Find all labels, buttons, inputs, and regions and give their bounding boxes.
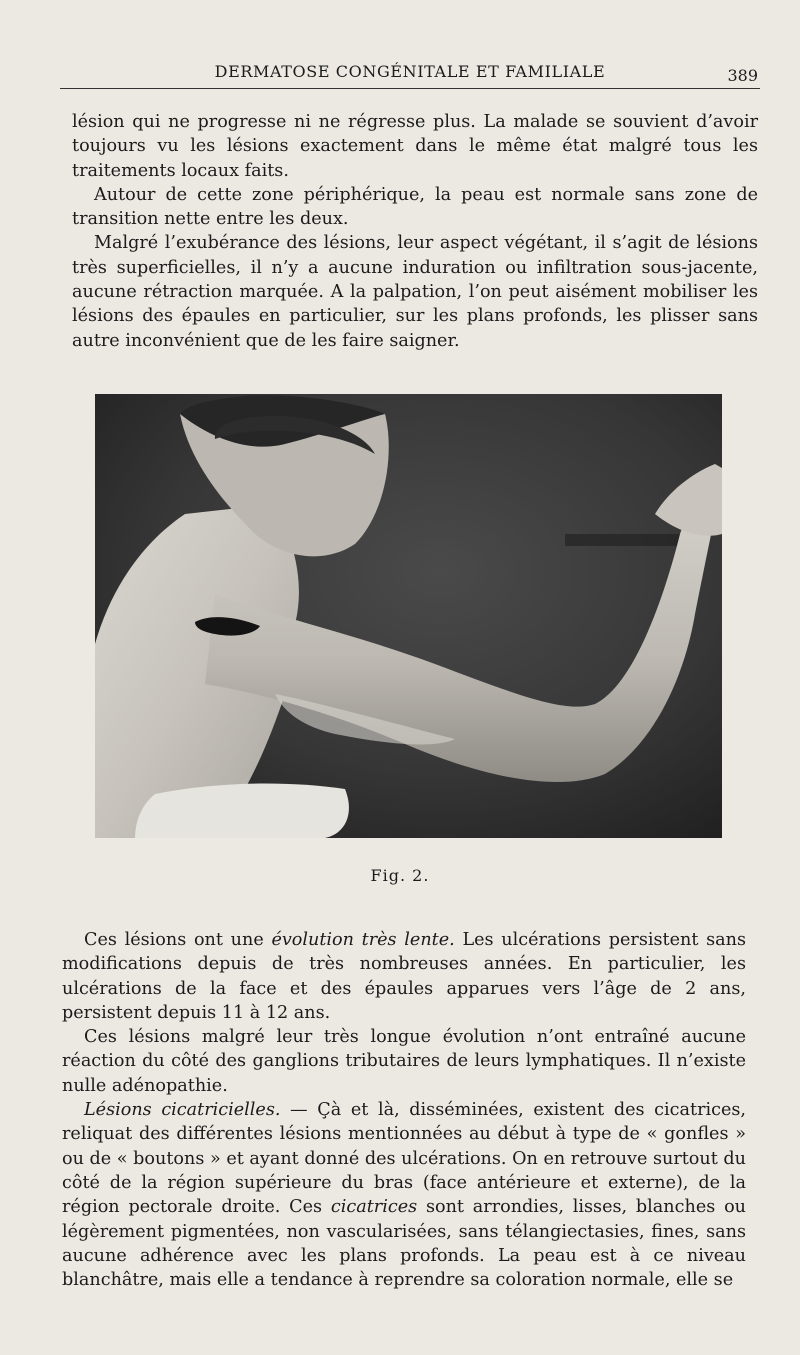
cicatricial-text-1: — Çà et là, disséminées, existent des cicatrices, reliquat des différentes lésions mentionnées au début à type de « gonfles » ou de « boutons » et ayant donné des ulcérations. On en retrouve surtout du côté de la région supérieure du bras (face antérieure et externe), de la région pectorale droite. Ces (62, 1100, 746, 1218)
figure-caption: Fig. 2. (370, 866, 430, 885)
text-block-bottom (62, 928, 746, 1292)
running-head (60, 58, 760, 89)
evolution-text-before: Ces lésions ont une (84, 930, 272, 950)
figure-photograph (95, 394, 722, 838)
paragraph-continued: lésion qui ne progresse ni ne régresse plus. La malade se souvient d’avoir toujours vu les lésions exactement dans le même état malgré tous les traitements locaux faits. (72, 112, 758, 181)
evolution-text-after: Les ulcérations persistent sans modifications depuis de très nombreuses années. En particulier, les ulcérations de la face et des épaules apparues vers l’âge de 2 ans, persistent depuis 11 à 12 ans. (62, 930, 746, 1023)
cicatrices-emphasis: cicatrices (330, 1197, 418, 1218)
patient-arm-photo (95, 394, 722, 838)
paragraph-ganglions: Ces lésions malgré leur très longue évolution n’ont entraîné aucune réaction du côté des ganglions tributaires de leurs lymphatiques. Il n’existe nulle adénopathie. (62, 1027, 746, 1096)
paragraph-cicatricial-lesions (62, 1098, 746, 1292)
text-block-top (72, 110, 758, 353)
evolution-emphasis: évolution très lente. (271, 930, 455, 950)
page-number: 389 (727, 66, 758, 85)
cicatricial-heading: Lésions cicatricielles. (84, 1100, 281, 1121)
paragraph-peripheral-zone: Autour de cette zone périphérique, la peau est normale sans zone de transition nette entre les deux. (72, 184, 758, 230)
paragraph-superficial-lesions: Malgré l’exubérance des lésions, leur aspect végétant, il s’agit de lésions très superficielles, il n’y a aucune induration ou infiltration sous-jacente, aucune rétraction marquée. A la palpation, l’on peut aisément mobiliser les lésions des épaules en particulier, sur les plans profonds, les plisser sans autre inconvénient que de les faire saigner. (72, 233, 758, 351)
paragraph-evolution (62, 928, 746, 1025)
cicatricial-text-2: sont arrondies, lisses, blanches ou légèrement pigmentées, non vascularisées, sans télangiectasies, fines, sans aucune adhérence avec les plans profonds. La peau est à ce niveau blanchâtre, mais elle a tendance à reprendre sa coloration normale, elle se (62, 1197, 746, 1291)
running-title: DERMATOSE CONGÉNITALE ET FAMILIALE (214, 62, 606, 81)
